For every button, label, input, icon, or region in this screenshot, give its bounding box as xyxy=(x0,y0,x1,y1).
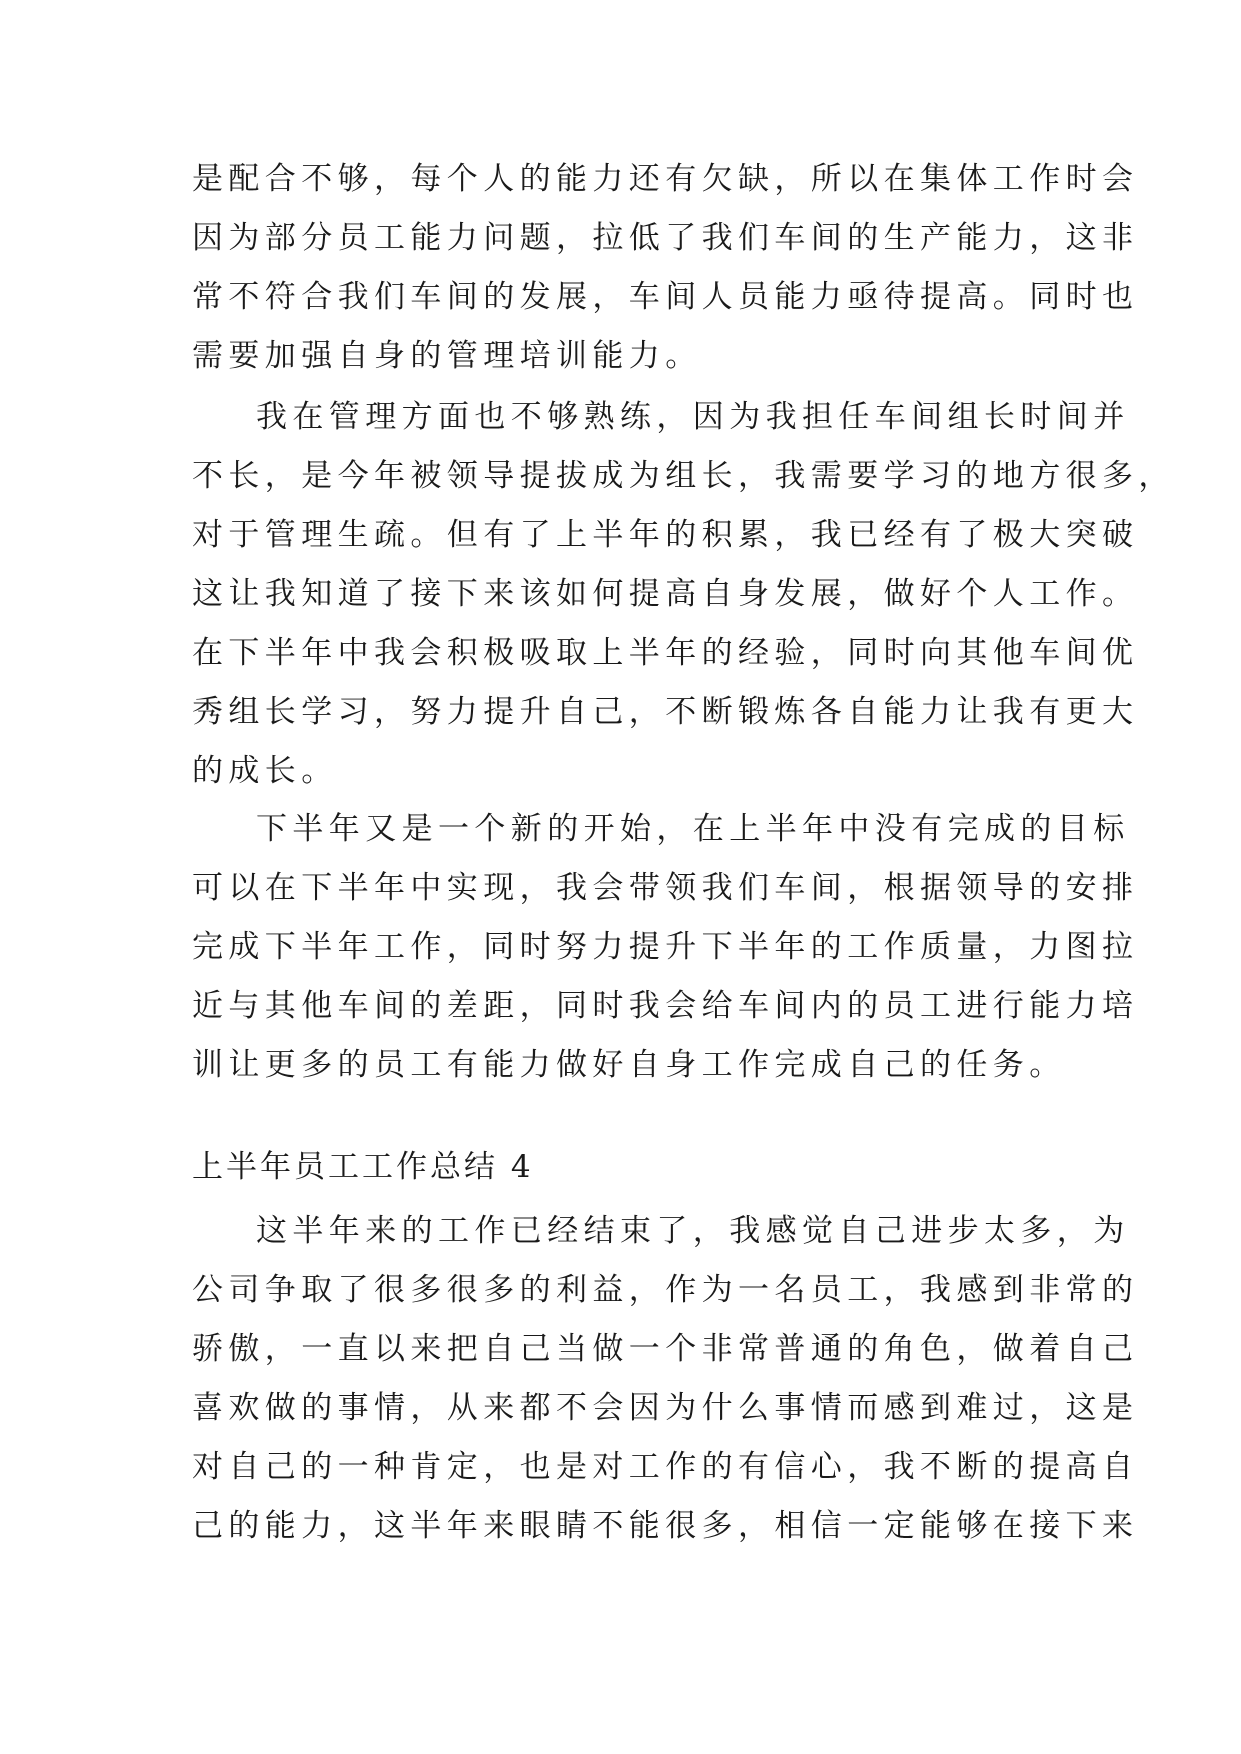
text-line: 完成下半年工作，同时努力提升下半年的工作质量，力图拉 xyxy=(192,929,1139,965)
text-line: 喜欢做的事情，从来都不会因为什么事情而感到难过，这是 xyxy=(192,1390,1139,1426)
text-line: 可以在下半年中实现，我会带领我们车间，根据领导的安排 xyxy=(192,870,1139,906)
text-line: 己的能力，这半年来眼睛不能很多，相信一定能够在接下来 xyxy=(192,1508,1139,1544)
text-line: 是配合不够，每个人的能力还有欠缺，所以在集体工作时会 xyxy=(192,161,1139,197)
text-line: 近与其他车间的差距，同时我会给车间内的员工进行能力培 xyxy=(192,988,1139,1024)
text-line: 骄傲，一直以来把自己当做一个非常普通的角色，做着自己 xyxy=(192,1331,1139,1367)
text-line: 因为部分员工能力问题，拉低了我们车间的生产能力，这非 xyxy=(192,220,1139,256)
text-line: 这让我知道了接下来该如何提高自身发展，做好个人工作。 xyxy=(192,576,1139,612)
text-line: 我在管理方面也不够熟练，因为我担任车间组长时间并 xyxy=(256,399,1130,435)
text-line: 公司争取了很多很多的利益，作为一名员工，我感到非常的 xyxy=(192,1272,1139,1308)
paragraph-2 xyxy=(192,388,1175,801)
text-line: 对自己的一种肯定，也是对工作的有信心，我不断的提高自 xyxy=(192,1449,1139,1485)
paragraph-1 xyxy=(192,150,1139,386)
text-line: 需要加强自身的管理培训能力。 xyxy=(192,338,702,374)
section-heading xyxy=(192,1138,1072,1197)
text-line: 常不符合我们车间的发展，车间人员能力亟待提高。同时也 xyxy=(192,279,1139,315)
text-line: 的成长。 xyxy=(192,753,338,789)
text-line: 下半年又是一个新的开始，在上半年中没有完成的目标 xyxy=(256,811,1130,847)
text-line: 训让更多的员工有能力做好自身工作完成自己的任务。 xyxy=(192,1047,1066,1083)
section-title: 上半年员工工作总结 4 xyxy=(192,1149,534,1185)
paragraph-4 xyxy=(192,1202,1139,1556)
text-line: 不长，是今年被领导提拔成为组长，我需要学习的地方很多， xyxy=(192,458,1175,494)
text-line: 对于管理生疏。但有了上半年的积累，我已经有了极大突破 xyxy=(192,517,1139,553)
text-line: 秀组长学习，努力提升自己，不断锻炼各自能力让我有更大 xyxy=(192,694,1139,730)
paragraph-3 xyxy=(192,800,1139,1095)
text-line: 在下半年中我会积极吸取上半年的经验，同时向其他车间优 xyxy=(192,635,1139,671)
text-line: 这半年来的工作已经结束了，我感觉自己进步太多，为 xyxy=(256,1213,1130,1249)
